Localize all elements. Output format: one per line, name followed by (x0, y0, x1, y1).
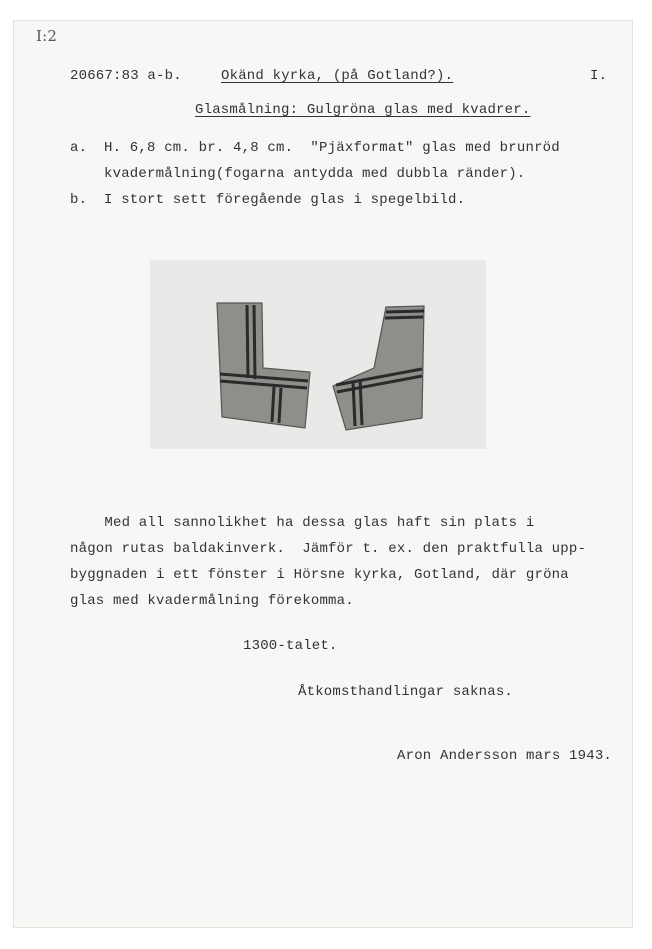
signature: Aron Andersson mars 1943. (397, 748, 613, 764)
date-line: 1300-talet. (243, 638, 338, 654)
photo-svg (150, 260, 486, 449)
entry-a-line1: H. 6,8 cm. br. 4,8 cm. "Pjäxformat" glas med brunröd (104, 140, 560, 156)
paragraph-line-4: glas med kvadermålning förekomma. (70, 593, 354, 609)
entry-a-line2: kvadermålning(fogarna antydda med dubbla ränder). (104, 166, 526, 182)
location-title: Okänd kyrka, (på Gotland?). (221, 68, 454, 84)
catalog-number: 20667:83 a-b. (70, 68, 182, 84)
corner-mark: I:2 (36, 27, 58, 45)
paragraph-line-3: byggnaden i ett fönster i Hörsne kyrka, Gotland, där gröna (70, 567, 569, 583)
glass-fragments-photo (150, 260, 486, 449)
entry-label-b: b. (70, 192, 88, 208)
photo-background (150, 260, 486, 449)
acquisition-line: Åtkomsthandlingar saknas. (298, 684, 514, 700)
paragraph-line-2: någon rutas baldakinverk. Jämför t. ex. den praktfulla upp- (70, 541, 587, 557)
catalog-card (13, 20, 633, 928)
entry-b-line1: I stort sett föregående glas i spegelbild. (104, 192, 466, 208)
subtitle: Glasmålning: Gulgröna glas med kvadrer. (195, 102, 531, 118)
page-number: I. (590, 68, 608, 84)
entry-label-a: a. (70, 140, 88, 156)
paragraph-line-1: Med all sannolikhet ha dessa glas haft sin plats i (70, 515, 535, 531)
